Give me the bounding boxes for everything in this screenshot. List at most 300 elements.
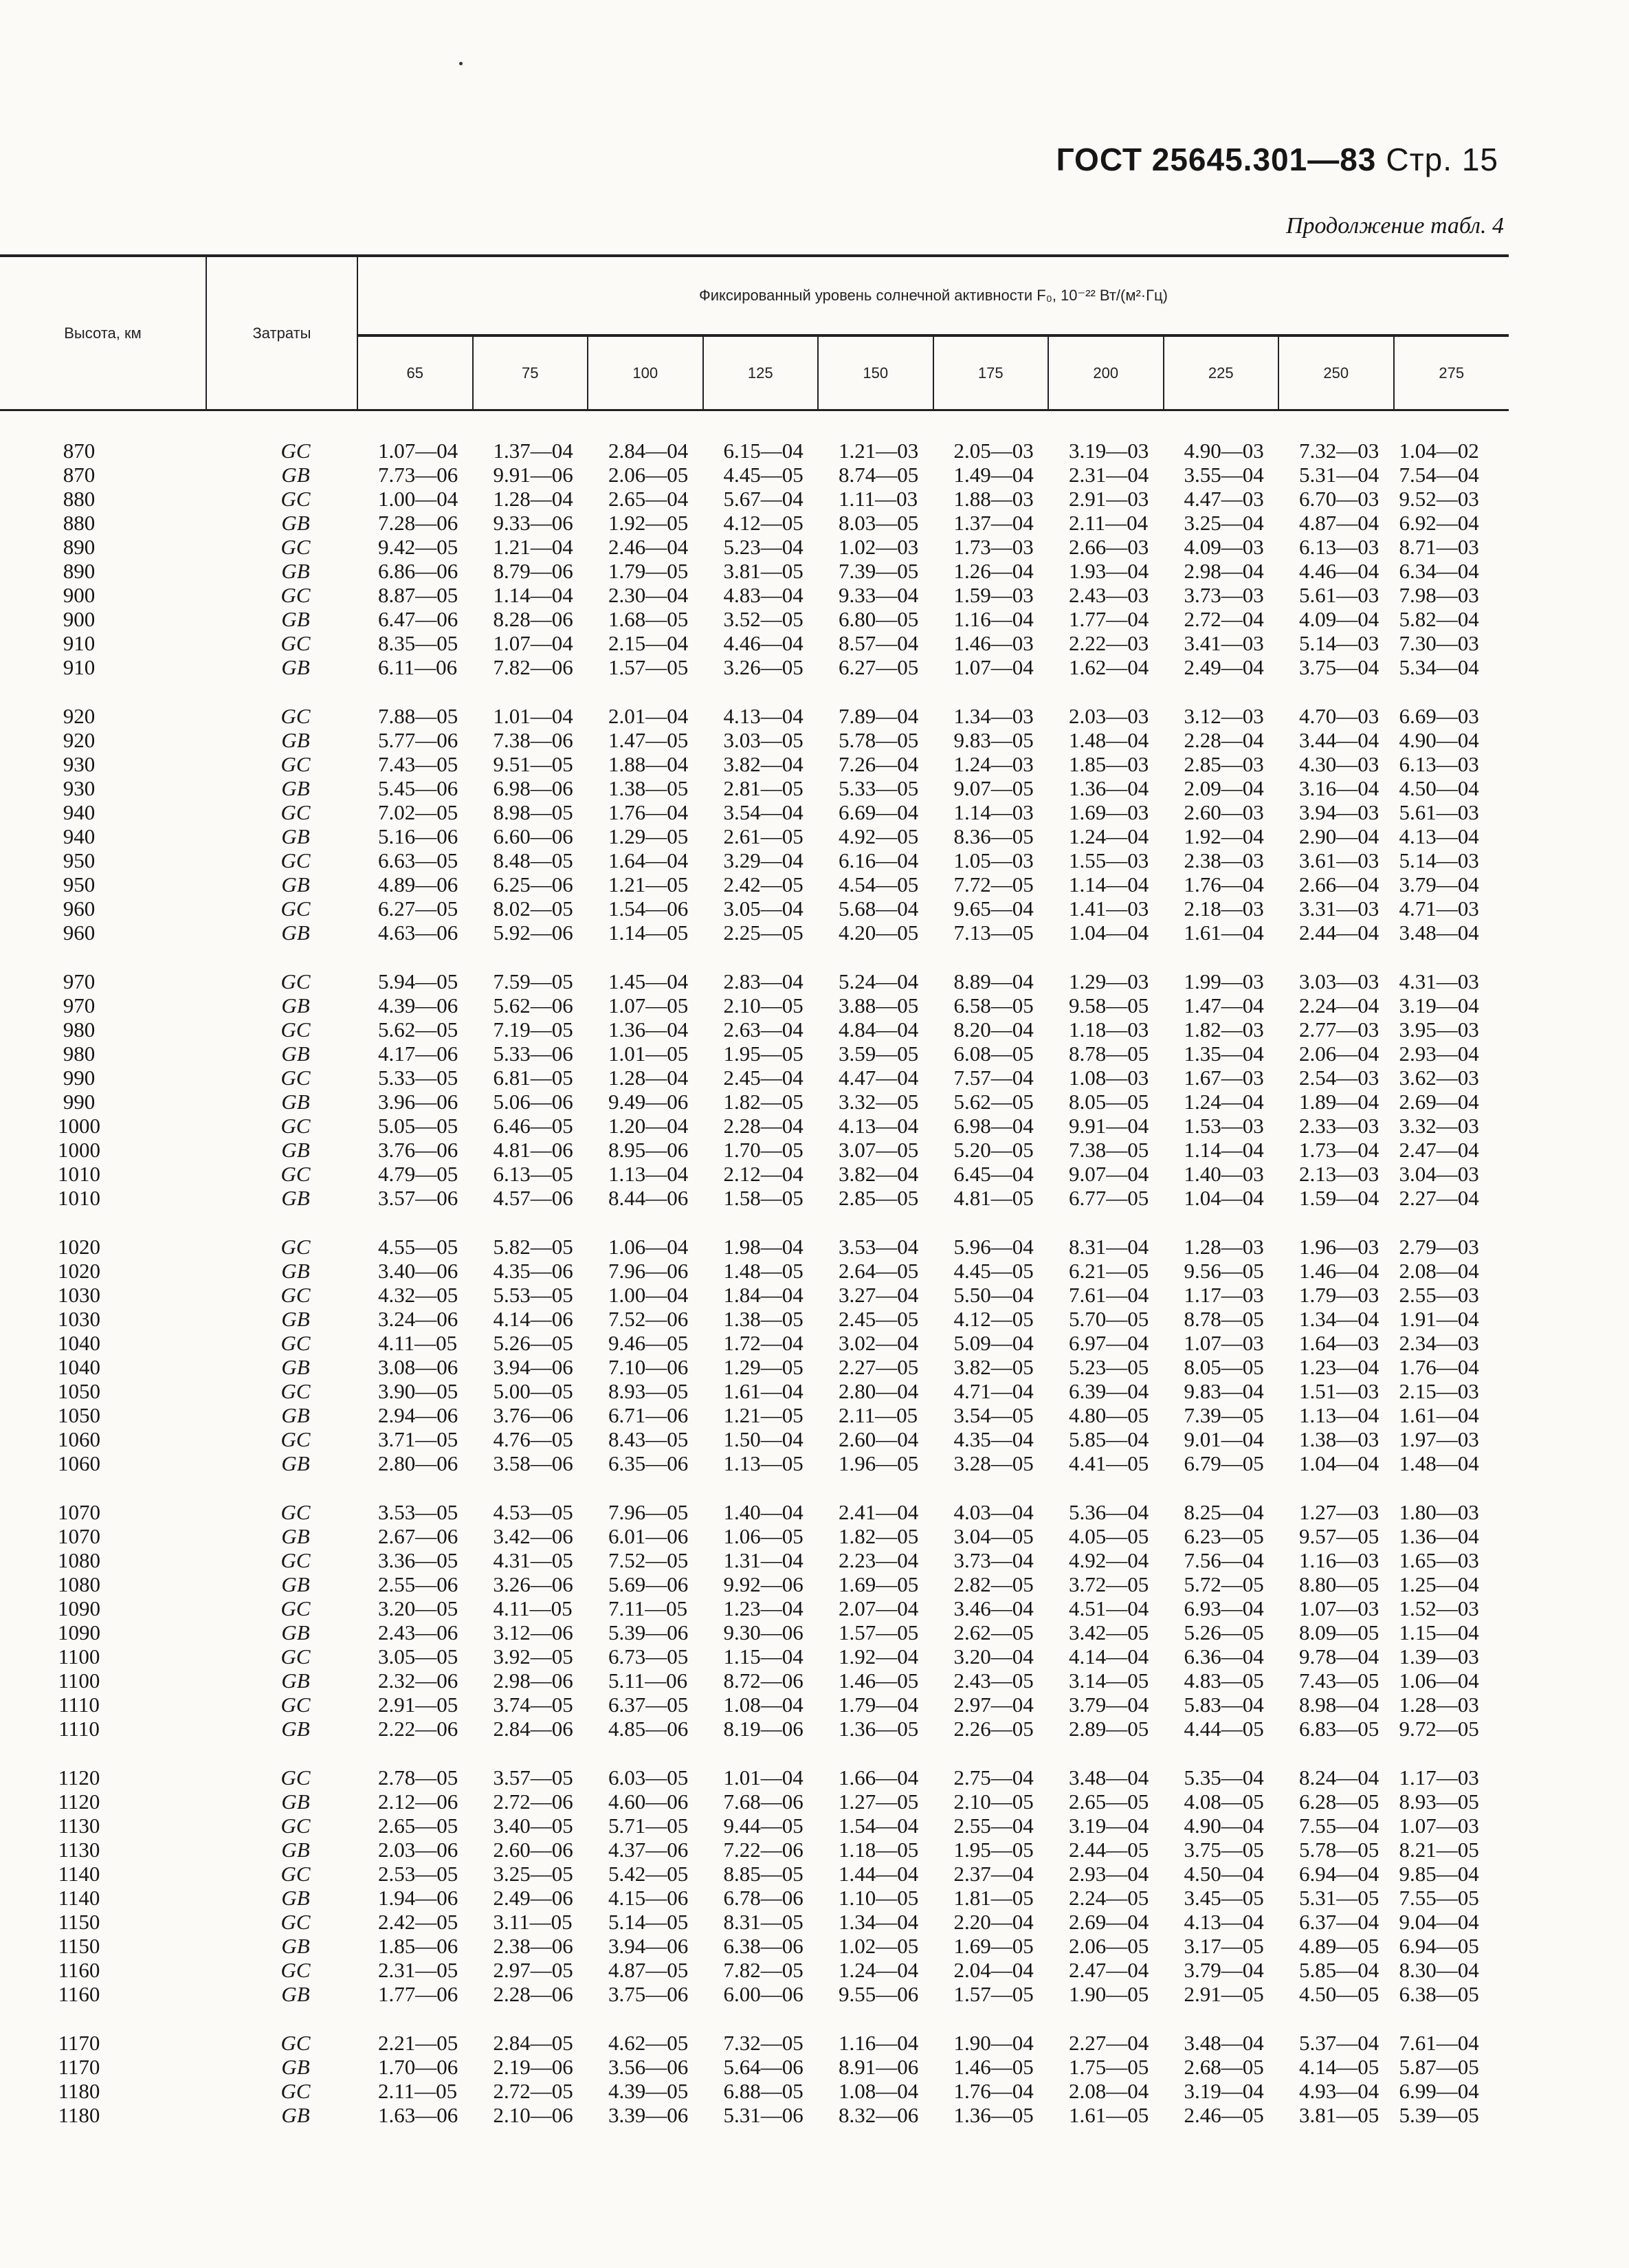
table-row: [0, 1886, 1509, 1910]
cell-value: 7.96—05: [608, 1500, 689, 1524]
table-row: [0, 463, 1509, 487]
cell-value: 1.38—05: [608, 776, 689, 800]
cell-height: 1040: [58, 1331, 100, 1355]
cell-value: 4.81—05: [953, 1186, 1034, 1210]
cell-value: 3.76—06: [493, 1403, 573, 1427]
cell-value: 1.67—03: [1184, 1066, 1264, 1090]
cell-value: 4.20—05: [839, 921, 919, 945]
cell-value: 1.34—04: [1299, 1307, 1379, 1331]
cell-cost: GC: [280, 1331, 311, 1355]
column-header-level: 100: [588, 335, 703, 410]
cell-value: 1.77—06: [378, 1982, 458, 2006]
cell-height: 900: [63, 583, 96, 607]
cell-value: 4.87—04: [1299, 511, 1379, 535]
cell-value: 3.32—05: [839, 1090, 919, 1114]
table-row: [0, 1572, 1509, 1596]
cell-value: 2.44—05: [1069, 1838, 1149, 1862]
cell-cost: GC: [280, 631, 311, 655]
table-row: [0, 1934, 1509, 1958]
table-row: [0, 1548, 1509, 1572]
cell-value: 5.24—04: [839, 969, 919, 993]
cell-value: 9.33—06: [493, 511, 573, 535]
table-row: [0, 1017, 1509, 1042]
cell-height: 1140: [58, 1862, 100, 1886]
table-row: [0, 1958, 1509, 1982]
cell-value: 5.61—03: [1299, 583, 1379, 607]
cell-value: 5.33—06: [493, 1042, 573, 1066]
cell-value: 3.90—05: [378, 1379, 458, 1403]
cell-value: 6.93—04: [1184, 1596, 1264, 1620]
cell-value: 4.13—04: [839, 1114, 919, 1138]
cell-value: 2.06—04: [1299, 1042, 1379, 1066]
cell-value: 3.17—05: [1184, 1934, 1264, 1958]
cell-value: 2.43—06: [378, 1620, 458, 1644]
cell-value: 3.40—06: [378, 1259, 458, 1283]
cell-value: 7.54—04: [1399, 463, 1479, 487]
cell-value: 6.47—06: [378, 607, 458, 631]
cell-value: 6.15—04: [723, 439, 804, 463]
cell-value: 8.31—04: [1069, 1235, 1149, 1259]
cell-cost: GC: [280, 1548, 311, 1572]
cell-value: 5.72—05: [1184, 1572, 1264, 1596]
cell-value: 5.50—04: [953, 1283, 1034, 1307]
cell-value: 4.93—04: [1299, 2079, 1379, 2103]
cell-value: 7.73—06: [378, 463, 458, 487]
cell-value: 1.57—05: [953, 1982, 1034, 2006]
cell-value: 7.57—04: [953, 1066, 1034, 1090]
cell-value: 2.62—05: [953, 1620, 1034, 1644]
cell-value: 1.13—04: [608, 1162, 689, 1186]
cell-value: 4.45—05: [953, 1259, 1034, 1283]
cell-value: 2.79—03: [1399, 1235, 1479, 1259]
cell-cost: GB: [281, 728, 310, 752]
cell-value: 4.70—03: [1299, 704, 1379, 728]
cell-value: 1.27—03: [1299, 1500, 1379, 1524]
table-row: [0, 1765, 1509, 1790]
cell-value: 1.20—04: [608, 1114, 689, 1138]
cell-value: 1.28—04: [493, 487, 573, 511]
cell-height: 1160: [58, 1958, 100, 1982]
cell-value: 1.36—04: [1069, 776, 1149, 800]
cell-value: 4.11—05: [493, 1596, 573, 1620]
cell-value: 1.08—03: [1069, 1066, 1149, 1090]
data-table-container: [0, 254, 1509, 2127]
cell-value: 1.47—05: [608, 728, 689, 752]
cell-value: 1.18—05: [839, 1838, 919, 1862]
cell-value: 2.27—04: [1399, 1186, 1479, 1210]
body-top-spacer: [0, 410, 1509, 439]
table-row: [0, 2079, 1509, 2103]
cell-value: 2.80—06: [378, 1451, 458, 1475]
table-row: [0, 704, 1509, 728]
cell-value: 3.55—04: [1184, 463, 1264, 487]
cell-height: 1020: [58, 1259, 100, 1283]
cell-value: 3.58—06: [493, 1451, 573, 1475]
cell-value: 5.31—06: [723, 2103, 804, 2127]
group-spacer: [0, 945, 1509, 969]
cell-value: 2.22—03: [1069, 631, 1149, 655]
cell-value: 4.85—06: [608, 1717, 689, 1741]
cell-value: 3.19—03: [1069, 439, 1149, 463]
cell-value: 2.97—05: [493, 1958, 573, 1982]
cell-value: 5.45—06: [378, 776, 458, 800]
cell-value: 1.28—03: [1399, 1693, 1479, 1717]
cell-value: 6.38—06: [723, 1934, 804, 1958]
cell-cost: GB: [281, 1717, 310, 1741]
cell-cost: GC: [280, 969, 311, 993]
cell-height: 950: [63, 872, 96, 896]
cell-value: 6.98—04: [953, 1114, 1034, 1138]
cell-value: 3.94—06: [608, 1934, 689, 1958]
cell-value: 3.42—05: [1069, 1620, 1149, 1644]
cell-value: 4.51—04: [1069, 1596, 1149, 1620]
cell-value: 2.98—04: [1184, 559, 1264, 583]
cell-value: 1.06—04: [608, 1235, 689, 1259]
table-row: [0, 583, 1509, 607]
cell-value: 6.21—05: [1069, 1259, 1149, 1283]
cell-value: 8.03—05: [839, 511, 919, 535]
cell-value: 5.83—04: [1184, 1693, 1264, 1717]
cell-value: 2.60—04: [839, 1427, 919, 1451]
cell-value: 3.45—05: [1184, 1886, 1264, 1910]
column-header-level: 225: [1164, 335, 1279, 410]
cell-value: 6.08—05: [953, 1042, 1034, 1066]
cell-value: 3.11—05: [493, 1910, 573, 1934]
cell-value: 3.48—04: [1069, 1765, 1149, 1790]
cell-value: 6.83—05: [1299, 1717, 1379, 1741]
cell-value: 1.06—04: [1399, 1669, 1479, 1693]
cell-value: 3.05—05: [378, 1644, 458, 1669]
cell-value: 3.48—04: [1184, 2031, 1264, 2055]
cell-value: 7.32—03: [1299, 439, 1379, 463]
cell-height: 870: [63, 439, 96, 463]
cell-value: 1.00—04: [378, 487, 458, 511]
cell-value: 1.16—03: [1299, 1548, 1379, 1572]
cell-value: 2.60—06: [493, 1838, 573, 1862]
cell-value: 1.07—03: [1184, 1331, 1264, 1355]
cell-value: 4.62—05: [608, 2031, 689, 2055]
cell-value: 3.79—04: [1069, 1693, 1149, 1717]
page-number: Стр. 15: [1386, 142, 1498, 177]
cell-cost: GB: [281, 1042, 310, 1066]
cell-value: 2.30—04: [608, 583, 689, 607]
cell-value: 2.91—05: [1184, 1982, 1264, 2006]
cell-value: 1.76—04: [1184, 872, 1264, 896]
cell-value: 5.53—05: [493, 1283, 573, 1307]
cell-cost: GB: [281, 1982, 310, 2006]
cell-value: 2.84—06: [493, 1717, 573, 1741]
cell-value: 2.03—06: [378, 1838, 458, 1862]
cell-value: 6.13—03: [1299, 535, 1379, 559]
cell-value: 3.16—04: [1299, 776, 1379, 800]
group-spacer: [0, 1475, 1509, 1500]
cell-value: 1.94—06: [378, 1886, 458, 1910]
cell-value: 2.91—03: [1069, 487, 1149, 511]
cell-value: 8.78—05: [1069, 1042, 1149, 1066]
cell-value: 3.57—06: [378, 1186, 458, 1210]
cell-value: 8.19—06: [723, 1717, 804, 1741]
cell-value: 1.57—05: [839, 1620, 919, 1644]
cell-cost: GC: [280, 439, 311, 463]
cell-value: 1.76—04: [953, 2079, 1034, 2103]
cell-height: 1050: [58, 1403, 100, 1427]
cell-value: 3.62—03: [1399, 1066, 1479, 1090]
cell-value: 3.75—06: [608, 1982, 689, 2006]
cell-value: 3.95—03: [1399, 1017, 1479, 1042]
cell-value: 1.17—03: [1399, 1765, 1479, 1790]
cell-value: 4.46—04: [1299, 559, 1379, 583]
cell-cost: GB: [281, 1451, 310, 1475]
cell-cost: GB: [281, 1355, 310, 1379]
cell-value: 7.82—05: [723, 1958, 804, 1982]
cell-value: 9.46—05: [608, 1331, 689, 1355]
cell-value: 1.92—05: [608, 511, 689, 535]
table-row: [0, 1235, 1509, 1259]
table-row: [0, 1403, 1509, 1427]
cell-value: 1.85—03: [1069, 752, 1149, 776]
cell-value: 4.31—05: [493, 1548, 573, 1572]
cell-value: 8.24—04: [1299, 1765, 1379, 1790]
cell-height: 1070: [58, 1500, 100, 1524]
cell-value: 9.04—04: [1399, 1910, 1479, 1934]
cell-value: 5.14—03: [1299, 631, 1379, 655]
cell-value: 2.91—05: [378, 1693, 458, 1717]
table-row: [0, 1451, 1509, 1475]
column-header-cost: Затраты: [206, 256, 357, 410]
cell-value: 5.70—05: [1069, 1307, 1149, 1331]
cell-value: 2.75—04: [953, 1765, 1034, 1790]
cell-value: 7.43—05: [378, 752, 458, 776]
cell-value: 1.06—05: [723, 1524, 804, 1548]
cell-value: 6.70—03: [1299, 487, 1379, 511]
cell-value: 3.41—03: [1184, 631, 1264, 655]
cell-value: 3.04—05: [953, 1524, 1034, 1548]
cell-value: 1.54—06: [608, 896, 689, 921]
cell-value: 4.30—03: [1299, 752, 1379, 776]
cell-height: 1180: [58, 2103, 100, 2127]
cell-value: 8.79—06: [493, 559, 573, 583]
table-row: [0, 559, 1509, 583]
cell-value: 4.17—06: [378, 1042, 458, 1066]
cell-value: 6.37—04: [1299, 1910, 1379, 1934]
cell-value: 1.79—05: [608, 559, 689, 583]
cell-height: 1170: [58, 2055, 100, 2079]
cell-value: 1.82—05: [839, 1524, 919, 1548]
cell-cost: GC: [280, 896, 311, 921]
cell-value: 4.12—05: [723, 511, 804, 535]
table-row: [0, 1596, 1509, 1620]
cell-value: 1.36—05: [953, 2103, 1034, 2127]
cell-value: 1.89—04: [1299, 1090, 1379, 1114]
cell-value: 2.15—03: [1399, 1379, 1479, 1403]
cell-value: 1.57—05: [608, 655, 689, 679]
cell-height: 930: [63, 776, 96, 800]
cell-cost: GC: [280, 704, 311, 728]
cell-value: 1.40—04: [723, 1500, 804, 1524]
cell-value: 3.76—06: [378, 1138, 458, 1162]
column-header-level: 250: [1278, 335, 1394, 410]
cell-cost: GC: [280, 1500, 311, 1524]
cell-value: 2.46—05: [1184, 2103, 1264, 2127]
cell-value: 3.12—03: [1184, 704, 1264, 728]
cell-value: 5.31—05: [1299, 1886, 1379, 1910]
cell-value: 5.69—06: [608, 1572, 689, 1596]
cell-value: 8.89—04: [953, 969, 1034, 993]
cell-value: 2.11—05: [839, 1403, 918, 1427]
cell-value: 1.84—04: [723, 1283, 804, 1307]
cell-height: 890: [63, 535, 96, 559]
cell-value: 2.49—04: [1184, 655, 1264, 679]
cell-value: 2.10—05: [723, 993, 804, 1017]
cell-value: 8.43—05: [608, 1427, 689, 1451]
cell-value: 8.05—05: [1069, 1090, 1149, 1114]
cell-value: 6.77—05: [1069, 1186, 1149, 1210]
cell-value: 1.02—05: [839, 1934, 919, 1958]
cell-value: 8.36—05: [953, 824, 1034, 848]
cell-value: 5.26—05: [1184, 1620, 1264, 1644]
cell-height: 920: [63, 704, 96, 728]
cell-value: 1.96—05: [839, 1451, 919, 1475]
cell-value: 2.65—05: [378, 1814, 458, 1838]
cell-value: 2.12—04: [723, 1162, 804, 1186]
cell-value: 8.32—06: [839, 2103, 919, 2127]
cell-value: 1.28—04: [608, 1066, 689, 1090]
cell-value: 1.02—03: [839, 535, 919, 559]
cell-cost: GC: [280, 1862, 311, 1886]
cell-value: 5.09—04: [953, 1331, 1034, 1355]
cell-value: 5.39—05: [1399, 2103, 1479, 2127]
cell-value: 2.27—05: [839, 1355, 919, 1379]
cell-value: 4.55—05: [378, 1235, 458, 1259]
cell-value: 1.07—04: [378, 439, 458, 463]
cell-height: 980: [63, 1042, 96, 1066]
cell-height: 1160: [58, 1982, 100, 2006]
table-row: [0, 439, 1509, 463]
cell-value: 1.65—03: [1399, 1548, 1479, 1572]
cell-value: 4.89—06: [378, 872, 458, 896]
cell-value: 2.84—04: [608, 439, 689, 463]
cell-value: 5.87—05: [1399, 2055, 1479, 2079]
cell-value: 3.82—04: [839, 1162, 919, 1186]
table-row: [0, 631, 1509, 655]
cell-height: 1030: [58, 1283, 100, 1307]
cell-value: 5.33—05: [839, 776, 919, 800]
cell-value: 1.69—05: [839, 1572, 919, 1596]
cell-value: 1.01—04: [723, 1765, 804, 1790]
speck: [459, 62, 463, 65]
cell-value: 9.01—04: [1184, 1427, 1264, 1451]
cell-value: 1.54—04: [839, 1814, 919, 1838]
cell-value: 1.64—03: [1299, 1331, 1379, 1355]
cell-height: 1010: [58, 1162, 100, 1186]
cell-cost: GB: [281, 463, 310, 487]
cell-value: 5.34—04: [1399, 655, 1479, 679]
table-body: [0, 410, 1509, 2128]
cell-value: 3.14—05: [1069, 1669, 1149, 1693]
cell-value: 9.44—05: [723, 1814, 804, 1838]
cell-value: 2.83—04: [723, 969, 804, 993]
cell-height: 1100: [58, 1644, 100, 1669]
cell-value: 4.13—04: [1184, 1910, 1264, 1934]
table-row: [0, 535, 1509, 559]
cell-value: 9.92—06: [723, 1572, 804, 1596]
cell-value: 5.62—05: [378, 1017, 458, 1042]
cell-value: 4.03—04: [953, 1500, 1034, 1524]
cell-value: 1.29—03: [1069, 969, 1149, 993]
cell-value: 2.01—04: [608, 704, 689, 728]
cell-cost: GB: [281, 1934, 310, 1958]
cell-value: 4.50—04: [1399, 776, 1479, 800]
cell-value: 3.20—05: [378, 1596, 458, 1620]
table-row: [0, 752, 1509, 776]
cell-value: 2.72—06: [493, 1790, 573, 1814]
cell-value: 3.03—03: [1299, 969, 1379, 993]
cell-value: 1.66—04: [839, 1765, 919, 1790]
cell-value: 1.80—03: [1399, 1500, 1479, 1524]
cell-value: 2.33—03: [1299, 1114, 1379, 1138]
table-row: [0, 607, 1509, 631]
cell-value: 9.57—05: [1299, 1524, 1379, 1548]
cell-value: 6.94—04: [1299, 1862, 1379, 1886]
cell-height: 1150: [58, 1910, 100, 1934]
table-row: [0, 1910, 1509, 1934]
cell-value: 7.10—06: [608, 1355, 689, 1379]
cell-value: 5.94—05: [378, 969, 458, 993]
cell-height: 1000: [58, 1138, 100, 1162]
table-row: [0, 1862, 1509, 1886]
cell-value: 2.07—04: [839, 1596, 919, 1620]
cell-value: 7.89—04: [839, 704, 919, 728]
cell-cost: GB: [281, 1259, 310, 1283]
cell-value: 4.05—05: [1069, 1524, 1149, 1548]
cell-value: 6.99—04: [1399, 2079, 1479, 2103]
column-header-level: 65: [357, 335, 473, 410]
cell-value: 2.22—06: [378, 1717, 458, 1741]
cell-cost: GB: [281, 1090, 310, 1114]
cell-value: 4.57—06: [493, 1186, 573, 1210]
cell-value: 1.04—02: [1399, 439, 1479, 463]
cell-value: 2.93—04: [1069, 1862, 1149, 1886]
cell-value: 3.73—04: [953, 1548, 1034, 1572]
cell-value: 8.93—05: [608, 1379, 689, 1403]
cell-value: 3.03—05: [723, 728, 804, 752]
cell-height: 990: [63, 1066, 96, 1090]
table-row: [0, 993, 1509, 1017]
cell-value: 9.51—05: [493, 752, 573, 776]
cell-value: 3.54—04: [723, 800, 804, 824]
cell-cost: GC: [280, 1765, 311, 1790]
cell-cost: GC: [280, 1379, 311, 1403]
cell-value: 4.08—05: [1184, 1790, 1264, 1814]
table-row: [0, 1717, 1509, 1741]
cell-cost: GC: [280, 1066, 311, 1090]
cell-height: 870: [63, 463, 96, 487]
cell-value: 4.14—05: [1299, 2055, 1379, 2079]
cell-height: 1110: [58, 1717, 100, 1741]
cell-height: 1020: [58, 1235, 100, 1259]
cell-value: 1.40—03: [1184, 1162, 1264, 1186]
cell-value: 2.11—04: [1069, 511, 1149, 535]
cell-value: 8.31—05: [723, 1910, 804, 1934]
table-row: [0, 896, 1509, 921]
cell-cost: GB: [281, 776, 310, 800]
cell-height: 980: [63, 1017, 96, 1042]
cell-value: 4.45—05: [723, 463, 804, 487]
cell-value: 8.25—04: [1184, 1500, 1264, 1524]
cell-value: 3.48—04: [1399, 921, 1479, 945]
page-header: [1056, 141, 1498, 178]
cell-value: 3.81—05: [723, 559, 804, 583]
